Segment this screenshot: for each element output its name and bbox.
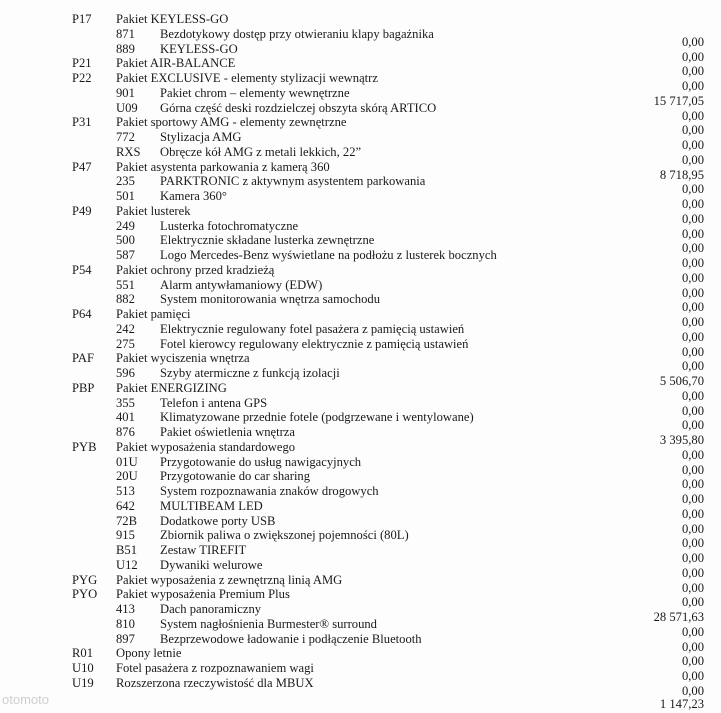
- item-code: 901: [116, 85, 135, 100]
- list-item: [0, 646, 721, 661]
- price-value: 0,00: [681, 639, 704, 654]
- item-code: 513: [116, 484, 135, 498]
- item-description: System nagłośnienia Burmester® surround: [160, 616, 377, 631]
- price-value: 0,00: [681, 226, 704, 241]
- item-description: Bezprzewodowe ładowanie i podłączenie Bluetooth: [160, 631, 422, 646]
- item-code: P54: [72, 262, 92, 277]
- price-value: 0,00: [681, 300, 704, 315]
- item-code: 401: [116, 410, 135, 425]
- item-description: Alarm antywłamaniowy (EDW): [160, 277, 323, 292]
- item-description: Fotel pasażera z rozpoznawaniem wagi: [116, 661, 314, 675]
- price-value: 0,00: [681, 418, 704, 433]
- item-description: Dach panoramiczny: [160, 602, 262, 616]
- item-description: Pakiet sportowy AMG - elementy zewnętrzne: [116, 115, 347, 130]
- item-description: Elektrycznie regulowany fotel pasażera z pamięcią ustawień: [160, 321, 465, 336]
- watermark: otomoto: [2, 692, 49, 707]
- item-code: 642: [116, 498, 135, 513]
- price-value: 0,00: [681, 388, 704, 403]
- item-description: Lusterka fotochromatyczne: [160, 218, 299, 233]
- list-item: [0, 469, 721, 484]
- item-code: 897: [116, 631, 135, 646]
- item-description: Rozszerzona rzeczywistość dla MBUX: [116, 675, 314, 690]
- item-code: P17: [72, 12, 92, 26]
- item-code: P64: [72, 307, 92, 321]
- list-item: [0, 337, 721, 352]
- price-value: 28 571,63: [653, 610, 704, 624]
- item-code: 500: [116, 233, 135, 248]
- item-code: U19: [72, 675, 94, 690]
- list-item: [0, 676, 721, 691]
- list-item: [0, 366, 721, 381]
- price-value: 0,00: [681, 152, 704, 167]
- list-item: [0, 351, 721, 366]
- item-code: P22: [72, 71, 92, 85]
- list-item: [0, 499, 721, 514]
- item-description: Bezdotykowy dostęp przy otwieraniu klapy bagażnika: [160, 26, 434, 41]
- item-code: U10: [72, 661, 94, 675]
- price-value: 0,00: [681, 447, 704, 462]
- item-code: P21: [72, 56, 92, 71]
- item-code: 871: [116, 26, 135, 41]
- price-value: 0,00: [681, 211, 704, 226]
- item-code: PYB: [72, 439, 97, 454]
- item-code: B51: [116, 543, 137, 557]
- price-value: 0,00: [681, 64, 704, 79]
- price-value: 0,00: [681, 595, 704, 610]
- item-description: Pakiet EXCLUSIVE - elementy stylizacji wewnątrz: [116, 71, 378, 85]
- item-description: Dywaniki welurowe: [160, 557, 263, 572]
- list-item: [0, 115, 721, 130]
- list-item: [0, 396, 721, 411]
- item-code: PYG: [72, 572, 98, 587]
- item-description: Telefon i antena GPS: [160, 395, 268, 410]
- list-item: [0, 307, 721, 322]
- list-item: [0, 528, 721, 543]
- item-description: Pakiet ochrony przed kradzieżą: [116, 262, 275, 277]
- list-item: [0, 56, 721, 71]
- item-code: 235: [116, 174, 135, 189]
- price-value: 0,00: [681, 329, 704, 344]
- price-value: 0,00: [681, 197, 704, 211]
- item-description: Klimatyzowane przednie fotele (podgrzewane i wentylowane): [160, 410, 474, 425]
- item-description: Pakiet asystenta parkowania z kamerą 360: [116, 159, 330, 174]
- item-code: 551: [116, 277, 135, 292]
- item-code: 501: [116, 189, 135, 203]
- item-code: 882: [116, 292, 135, 307]
- item-description: Kamera 360°: [160, 189, 227, 203]
- item-description: Pakiet KEYLESS-GO: [116, 12, 229, 26]
- item-description: Pakiet lusterek: [116, 203, 191, 218]
- item-code: 413: [116, 602, 135, 616]
- price-value: 0,00: [681, 683, 704, 698]
- price-value: 0,00: [681, 403, 704, 418]
- item-code: 72B: [116, 513, 137, 528]
- price-value: 0,00: [681, 506, 704, 521]
- list-item: [0, 204, 721, 219]
- list-item: [0, 440, 721, 455]
- price-value: 0,00: [681, 565, 704, 580]
- list-item: [0, 632, 721, 647]
- price-value: 3 395,80: [659, 433, 704, 447]
- price-value: 0,00: [681, 49, 704, 64]
- item-description: KEYLESS-GO: [160, 41, 238, 56]
- item-code: 876: [116, 425, 135, 439]
- list-item: [0, 322, 721, 337]
- item-description: Przygotowanie do car sharing: [160, 469, 311, 484]
- item-description: Pakiet wyposażenia Premium Plus: [116, 587, 290, 602]
- list-item: [0, 661, 721, 676]
- price-value: 0,00: [681, 182, 704, 197]
- list-item: [0, 410, 721, 425]
- list-item: [0, 130, 721, 145]
- item-description: Stylizacja AMG: [160, 130, 242, 144]
- price-value: 0,00: [681, 624, 704, 639]
- item-description: Dodatkowe porty USB: [160, 513, 276, 528]
- price-value: 0,00: [681, 580, 704, 595]
- price-value: 0,00: [681, 654, 704, 669]
- item-code: U12: [116, 557, 138, 572]
- item-description: Fotel kierowcy regulowany elektrycznie z pamięcią ustawień: [160, 336, 469, 351]
- list-item: [0, 381, 721, 396]
- item-code: 20U: [116, 469, 138, 484]
- price-value: 5 506,70: [659, 374, 704, 388]
- price-value: 0,00: [681, 359, 704, 374]
- item-description: Elektrycznie składane lusterka zewnętrzne: [160, 233, 375, 248]
- item-code: PYO: [72, 587, 98, 602]
- price-value: 1 147,23: [659, 696, 704, 711]
- item-description: Pakiet wyciszenia wnętrza: [116, 351, 250, 366]
- list-item: [0, 145, 721, 160]
- item-description: Pakiet pamięci: [116, 307, 191, 321]
- price-value: 0,00: [681, 138, 704, 152]
- list-item: [0, 484, 721, 499]
- item-description: Opony letnie: [116, 646, 182, 661]
- list-item: [0, 455, 721, 470]
- price-value: 0,00: [681, 270, 704, 285]
- item-code: 772: [116, 130, 135, 144]
- item-description: Pakiet chrom – elementy wewnętrzne: [160, 85, 350, 100]
- price-value: 0,00: [681, 462, 704, 477]
- list-item: [0, 248, 721, 263]
- price-value: 0,00: [681, 256, 704, 270]
- list-item: [0, 602, 721, 617]
- price-value: 0,00: [681, 241, 704, 256]
- item-code: PAF: [72, 351, 94, 366]
- list-item: [0, 101, 721, 116]
- price-value: 0,00: [681, 34, 704, 49]
- item-description: Pakiet wyposażenia z zewnętrzną linią AMG: [116, 572, 343, 587]
- price-value: 0,00: [681, 477, 704, 492]
- item-description: System monitorowania wnętrza samochodu: [160, 292, 380, 307]
- price-value: 0,00: [681, 123, 704, 138]
- price-value: 0,00: [681, 492, 704, 506]
- list-item: [0, 617, 721, 632]
- list-item: [0, 189, 721, 204]
- price-value: 15 717,05: [653, 93, 704, 108]
- list-item: [0, 160, 721, 175]
- item-description: Obręcze kół AMG z metali lekkich, 22”: [160, 144, 362, 159]
- item-code: 810: [116, 616, 135, 631]
- item-code: 242: [116, 321, 135, 336]
- item-code: R01: [72, 646, 93, 661]
- price-value: 0,00: [681, 536, 704, 551]
- item-code: 915: [116, 528, 135, 543]
- item-code: 275: [116, 336, 135, 351]
- list-item: [0, 71, 721, 86]
- price-value: 0,00: [681, 669, 704, 683]
- list-item: [0, 573, 721, 588]
- item-code: RXS: [116, 144, 141, 159]
- list-item: [0, 86, 721, 101]
- item-description: Górna część deski rozdzielczej obszyta skórą ARTICO: [160, 100, 437, 115]
- item-description: PARKTRONIC z aktywnym asystentem parkowania: [160, 174, 426, 189]
- item-code: 587: [116, 248, 135, 262]
- price-value: 0,00: [681, 108, 704, 123]
- price-value: 0,00: [681, 79, 704, 93]
- list-item: [0, 263, 721, 278]
- item-description: Pakiet wyposażenia standardowego: [116, 439, 296, 454]
- price-value: 0,00: [681, 315, 704, 329]
- item-description: Logo Mercedes-Benz wyświetlane na podłożu z lusterek bocznych: [160, 248, 497, 262]
- item-code: 355: [116, 395, 135, 410]
- item-description: Pakiet AIR-BALANCE: [116, 56, 236, 71]
- price-value: 8 718,95: [659, 167, 704, 182]
- item-description: Zbiornik paliwa o zwiększonej pojemności (80L): [160, 528, 409, 543]
- item-description: System rozpoznawania znaków drogowych: [160, 484, 379, 498]
- item-description: Pakiet ENERGIZING: [116, 380, 227, 395]
- price-value: 0,00: [681, 285, 704, 300]
- item-code: P31: [72, 115, 92, 130]
- item-code: PBP: [72, 380, 95, 395]
- list-item: [0, 42, 721, 57]
- list-item: [0, 514, 721, 529]
- list-item: [0, 219, 721, 234]
- item-code: 889: [116, 41, 135, 56]
- item-code: 01U: [116, 454, 138, 469]
- list-item: [0, 425, 721, 440]
- price-value: 0,00: [681, 551, 704, 565]
- price-value: 0,00: [681, 521, 704, 536]
- list-item: [0, 233, 721, 248]
- list-item: [0, 543, 721, 558]
- item-description: Przygotowanie do usług nawigacyjnych: [160, 454, 362, 469]
- list-item: [0, 587, 721, 602]
- item-code: P47: [72, 159, 92, 174]
- item-code: P49: [72, 203, 92, 218]
- list-item: [0, 292, 721, 307]
- item-code: 249: [116, 218, 135, 233]
- item-description: Pakiet oświetlenia wnętrza: [160, 425, 295, 439]
- item-description: MULTIBEAM LED: [160, 498, 263, 513]
- item-description: Szyby atermiczne z funkcją izolacji: [160, 366, 340, 380]
- price-value: 0,00: [681, 344, 704, 359]
- item-code: 596: [116, 366, 135, 380]
- item-description: Zestaw TIREFIT: [160, 543, 247, 557]
- item-code: U09: [116, 100, 138, 115]
- list-item: [0, 558, 721, 573]
- list-item: [0, 27, 721, 42]
- list-item: [0, 12, 721, 27]
- list-item: [0, 174, 721, 189]
- list-item: [0, 278, 721, 293]
